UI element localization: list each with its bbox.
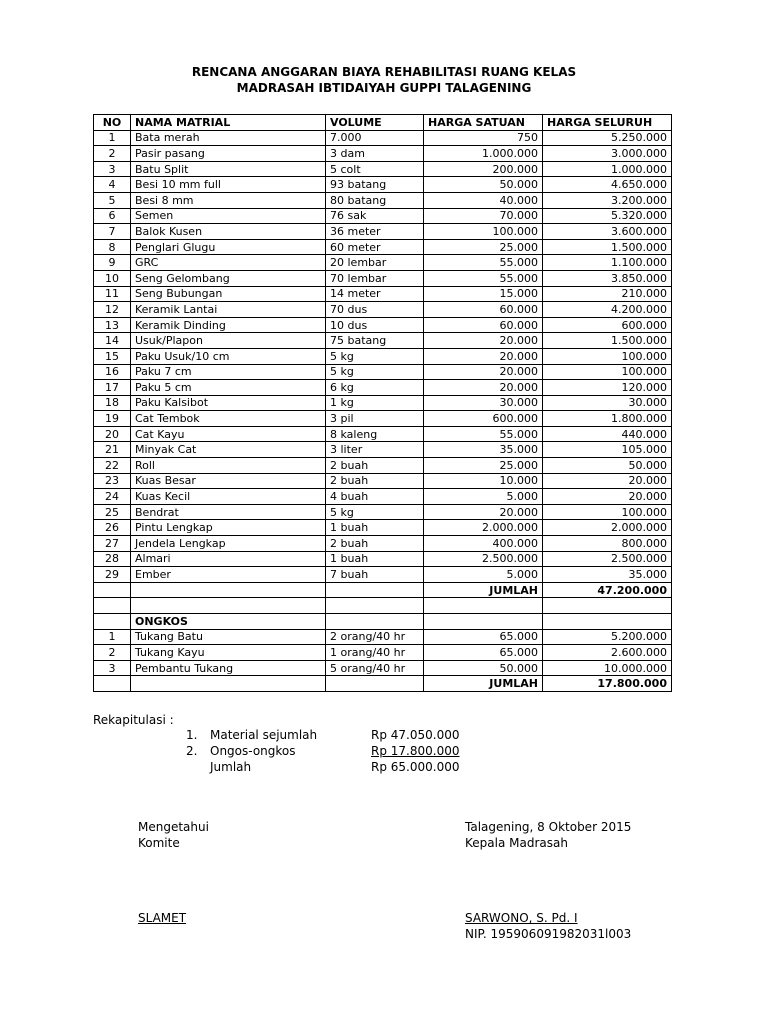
document-title-line1: RENCANA ANGGARAN BIAYA REHABILITASI RUANG KELAS [191, 65, 577, 79]
recap-item-2-num: 2. [186, 744, 198, 758]
cell-total: 2.500.000 [543, 551, 672, 567]
cell-no: 6 [94, 208, 131, 224]
header-unit-price: HARGA SATUAN [424, 115, 543, 131]
total-value: 17.800.000 [543, 676, 672, 692]
cell-volume: 2 buah [326, 473, 424, 489]
cell-unit-price: 35.000 [424, 442, 543, 458]
cell-total: 210.000 [543, 286, 672, 302]
cell-unit-price: 20.000 [424, 380, 543, 396]
cell-volume: 1 orang/40 hr [326, 645, 424, 661]
empty-cell [326, 582, 424, 598]
cell-total: 30.000 [543, 395, 672, 411]
cell-name: Batu Split [131, 161, 326, 177]
empty-cell [543, 598, 672, 614]
cell-no: 11 [94, 286, 131, 302]
cell-total: 100.000 [543, 364, 672, 380]
empty-cell [94, 598, 131, 614]
header-name: NAMA MATRIAL [131, 115, 326, 131]
cell-name: Pembantu Tukang [131, 660, 326, 676]
cell-name: Penglari Glugu [131, 239, 326, 255]
cell-unit-price: 20.000 [424, 364, 543, 380]
material-row [94, 380, 672, 396]
cell-name: Paku 7 cm [131, 364, 326, 380]
cell-volume: 6 kg [326, 380, 424, 396]
cell-total: 20.000 [543, 489, 672, 505]
cell-name: Paku 5 cm [131, 380, 326, 396]
total-label: JUMLAH [424, 676, 543, 692]
labor-row [94, 660, 672, 676]
cell-no: 3 [94, 161, 131, 177]
cell-name: Bendrat [131, 504, 326, 520]
cell-total: 120.000 [543, 380, 672, 396]
material-row [94, 551, 672, 567]
cell-unit-price: 70.000 [424, 208, 543, 224]
cell-name: Almari [131, 551, 326, 567]
empty-cell [94, 614, 131, 630]
cell-no: 7 [94, 224, 131, 240]
material-row [94, 302, 672, 318]
cell-name: GRC [131, 255, 326, 271]
recap-item-1-value: Rp 47.050.000 [371, 728, 460, 742]
cell-volume: 8 kaleng [326, 426, 424, 442]
cell-name: Roll [131, 458, 326, 474]
cell-no: 26 [94, 520, 131, 536]
cell-no: 25 [94, 504, 131, 520]
cell-name: Keramik Dinding [131, 317, 326, 333]
cell-name: Balok Kusen [131, 224, 326, 240]
cell-volume: 3 liter [326, 442, 424, 458]
budget-table-body [94, 115, 672, 692]
cell-unit-price: 20.000 [424, 333, 543, 349]
empty-cell [131, 676, 326, 692]
cell-no: 8 [94, 239, 131, 255]
cell-no: 9 [94, 255, 131, 271]
cell-total: 35.000 [543, 567, 672, 583]
cell-total: 4.650.000 [543, 177, 672, 193]
cell-volume: 1 buah [326, 520, 424, 536]
recap-total-label: Jumlah [210, 760, 252, 774]
header-no: NO [94, 115, 131, 131]
cell-name: Pasir pasang [131, 146, 326, 162]
cell-name: Bata merah [131, 130, 326, 146]
cell-volume: 20 lembar [326, 255, 424, 271]
cell-volume: 5 kg [326, 348, 424, 364]
material-row [94, 395, 672, 411]
cell-volume: 3 dam [326, 146, 424, 162]
cell-volume: 2 orang/40 hr [326, 629, 424, 645]
cell-no: 29 [94, 567, 131, 583]
cell-name: Cat Kayu [131, 426, 326, 442]
empty-cell [543, 614, 672, 630]
material-row [94, 270, 672, 286]
cell-unit-price: 20.000 [424, 504, 543, 520]
cell-name: Usuk/Plapon [131, 333, 326, 349]
signature-right-nip: NIP. 195906091982031l003 [465, 927, 632, 941]
material-row [94, 286, 672, 302]
cell-volume: 75 batang [326, 333, 424, 349]
cell-name: Paku Kalsibot [131, 395, 326, 411]
header-total: HARGA SELURUH [543, 115, 672, 131]
empty-cell [131, 582, 326, 598]
cell-total: 2.000.000 [543, 520, 672, 536]
cell-total: 2.600.000 [543, 645, 672, 661]
cell-no: 2 [94, 645, 131, 661]
material-row [94, 458, 672, 474]
cell-volume: 80 batang [326, 192, 424, 208]
cell-total: 1.800.000 [543, 411, 672, 427]
cell-name: Kuas Kecil [131, 489, 326, 505]
cell-total: 5.250.000 [543, 130, 672, 146]
cell-unit-price: 40.000 [424, 192, 543, 208]
labor-row [94, 629, 672, 645]
header-volume: VOLUME [326, 115, 424, 131]
cell-name: Semen [131, 208, 326, 224]
cell-name: Seng Gelombang [131, 270, 326, 286]
cell-unit-price: 15.000 [424, 286, 543, 302]
labor-header: ONGKOS [131, 614, 326, 630]
cell-unit-price: 60.000 [424, 317, 543, 333]
cell-total: 10.000.000 [543, 660, 672, 676]
cell-volume: 93 batang [326, 177, 424, 193]
cell-unit-price: 2.000.000 [424, 520, 543, 536]
cell-unit-price: 400.000 [424, 536, 543, 552]
cell-volume: 7 buah [326, 567, 424, 583]
material-row [94, 192, 672, 208]
cell-unit-price: 55.000 [424, 255, 543, 271]
cell-no: 1 [94, 130, 131, 146]
cell-no: 15 [94, 348, 131, 364]
cell-no: 18 [94, 395, 131, 411]
signature-left-line1: Mengetahui [138, 820, 209, 834]
cell-volume: 1 buah [326, 551, 424, 567]
cell-volume: 3 pil [326, 411, 424, 427]
empty-cell [131, 598, 326, 614]
recap-title: Rekapitulasi : [93, 713, 174, 727]
cell-no: 4 [94, 177, 131, 193]
cell-no: 3 [94, 660, 131, 676]
material-row [94, 426, 672, 442]
cell-unit-price: 25.000 [424, 458, 543, 474]
material-row [94, 333, 672, 349]
cell-total: 3.850.000 [543, 270, 672, 286]
empty-cell [326, 614, 424, 630]
cell-name: Ember [131, 567, 326, 583]
material-row [94, 442, 672, 458]
cell-name: Cat Tembok [131, 411, 326, 427]
empty-cell [424, 598, 543, 614]
cell-total: 3.000.000 [543, 146, 672, 162]
cell-volume: 36 meter [326, 224, 424, 240]
cell-name: Tukang Kayu [131, 645, 326, 661]
recap-total-value: Rp 65.000.000 [371, 760, 460, 774]
material-row [94, 536, 672, 552]
cell-no: 22 [94, 458, 131, 474]
table-header-row [94, 115, 672, 131]
cell-no: 20 [94, 426, 131, 442]
cell-unit-price: 25.000 [424, 239, 543, 255]
empty-cell [424, 614, 543, 630]
cell-total: 1.100.000 [543, 255, 672, 271]
cell-name: Minyak Cat [131, 442, 326, 458]
material-row [94, 473, 672, 489]
cell-volume: 5 kg [326, 504, 424, 520]
cell-total: 440.000 [543, 426, 672, 442]
cell-unit-price: 55.000 [424, 426, 543, 442]
cell-no: 2 [94, 146, 131, 162]
cell-volume: 10 dus [326, 317, 424, 333]
material-row [94, 489, 672, 505]
cell-no: 17 [94, 380, 131, 396]
cell-unit-price: 600.000 [424, 411, 543, 427]
cell-name: Kuas Besar [131, 473, 326, 489]
material-row [94, 567, 672, 583]
cell-no: 24 [94, 489, 131, 505]
cell-unit-price: 5.000 [424, 489, 543, 505]
materials-total-row [94, 582, 672, 598]
recap-item-2-label: Ongos-ongkos [210, 744, 296, 758]
cell-volume: 2 buah [326, 536, 424, 552]
cell-no: 5 [94, 192, 131, 208]
recap-item-1-num: 1. [186, 728, 198, 742]
total-value: 47.200.000 [543, 582, 672, 598]
total-label: JUMLAH [424, 582, 543, 598]
cell-total: 4.200.000 [543, 302, 672, 318]
empty-cell [94, 676, 131, 692]
cell-name: Tukang Batu [131, 629, 326, 645]
cell-total: 1.500.000 [543, 239, 672, 255]
cell-no: 28 [94, 551, 131, 567]
recap-item-1-label: Material sejumlah [210, 728, 318, 742]
cell-name: Pintu Lengkap [131, 520, 326, 536]
labor-row [94, 645, 672, 661]
budget-table [93, 114, 672, 692]
cell-volume: 76 sak [326, 208, 424, 224]
material-row [94, 224, 672, 240]
cell-volume: 60 meter [326, 239, 424, 255]
material-row [94, 364, 672, 380]
material-row [94, 208, 672, 224]
cell-volume: 70 lembar [326, 270, 424, 286]
spacer-row [94, 598, 672, 614]
material-row [94, 255, 672, 271]
cell-name: Seng Bubungan [131, 286, 326, 302]
cell-unit-price: 50.000 [424, 660, 543, 676]
document-title-line2: MADRASAH IBTIDAIYAH GUPPI TALAGENING [236, 81, 532, 95]
cell-total: 105.000 [543, 442, 672, 458]
cell-total: 20.000 [543, 473, 672, 489]
cell-volume: 2 buah [326, 458, 424, 474]
cell-no: 21 [94, 442, 131, 458]
recap-item-2-value: Rp 17.800.000 [371, 744, 460, 758]
material-row [94, 504, 672, 520]
labor-total-row [94, 676, 672, 692]
material-row [94, 348, 672, 364]
material-row [94, 161, 672, 177]
cell-unit-price: 200.000 [424, 161, 543, 177]
labor-header-row [94, 614, 672, 630]
empty-cell [94, 582, 131, 598]
cell-volume: 5 colt [326, 161, 424, 177]
cell-total: 800.000 [543, 536, 672, 552]
empty-cell [326, 676, 424, 692]
cell-no: 12 [94, 302, 131, 318]
material-row [94, 239, 672, 255]
cell-unit-price: 50.000 [424, 177, 543, 193]
material-row [94, 146, 672, 162]
cell-total: 5.320.000 [543, 208, 672, 224]
cell-volume: 4 buah [326, 489, 424, 505]
cell-volume: 70 dus [326, 302, 424, 318]
cell-name: Besi 10 mm full [131, 177, 326, 193]
cell-unit-price: 2.500.000 [424, 551, 543, 567]
signature-right-position: Kepala Madrasah [465, 836, 568, 850]
cell-unit-price: 65.000 [424, 645, 543, 661]
cell-unit-price: 1.000.000 [424, 146, 543, 162]
cell-total: 600.000 [543, 317, 672, 333]
cell-total: 3.600.000 [543, 224, 672, 240]
cell-name: Jendela Lengkap [131, 536, 326, 552]
cell-no: 10 [94, 270, 131, 286]
signature-right-place-date: Talagening, 8 Oktober 2015 [465, 820, 632, 834]
cell-volume: 14 meter [326, 286, 424, 302]
cell-unit-price: 60.000 [424, 302, 543, 318]
cell-volume: 5 kg [326, 364, 424, 380]
cell-volume: 7.000 [326, 130, 424, 146]
material-row [94, 411, 672, 427]
cell-total: 3.200.000 [543, 192, 672, 208]
cell-unit-price: 750 [424, 130, 543, 146]
material-row [94, 520, 672, 536]
cell-no: 13 [94, 317, 131, 333]
signature-right-name: SARWONO, S. Pd. I [465, 911, 578, 925]
material-row [94, 177, 672, 193]
empty-cell [326, 598, 424, 614]
cell-unit-price: 5.000 [424, 567, 543, 583]
cell-no: 23 [94, 473, 131, 489]
cell-no: 16 [94, 364, 131, 380]
cell-name: Keramik Lantai [131, 302, 326, 318]
cell-unit-price: 20.000 [424, 348, 543, 364]
cell-unit-price: 100.000 [424, 224, 543, 240]
cell-no: 27 [94, 536, 131, 552]
cell-total: 1.000.000 [543, 161, 672, 177]
cell-no: 14 [94, 333, 131, 349]
cell-total: 5.200.000 [543, 629, 672, 645]
cell-volume: 5 orang/40 hr [326, 660, 424, 676]
cell-total: 50.000 [543, 458, 672, 474]
material-row [94, 130, 672, 146]
signature-left-name: SLAMET [138, 911, 187, 925]
cell-unit-price: 10.000 [424, 473, 543, 489]
material-row [94, 317, 672, 333]
cell-name: Besi 8 mm [131, 192, 326, 208]
cell-total: 100.000 [543, 348, 672, 364]
cell-unit-price: 55.000 [424, 270, 543, 286]
cell-name: Paku Usuk/10 cm [131, 348, 326, 364]
cell-total: 100.000 [543, 504, 672, 520]
cell-no: 19 [94, 411, 131, 427]
signature-left-line2: Komite [138, 836, 180, 850]
cell-total: 1.500.000 [543, 333, 672, 349]
cell-unit-price: 30.000 [424, 395, 543, 411]
cell-volume: 1 kg [326, 395, 424, 411]
cell-no: 1 [94, 629, 131, 645]
cell-unit-price: 65.000 [424, 629, 543, 645]
